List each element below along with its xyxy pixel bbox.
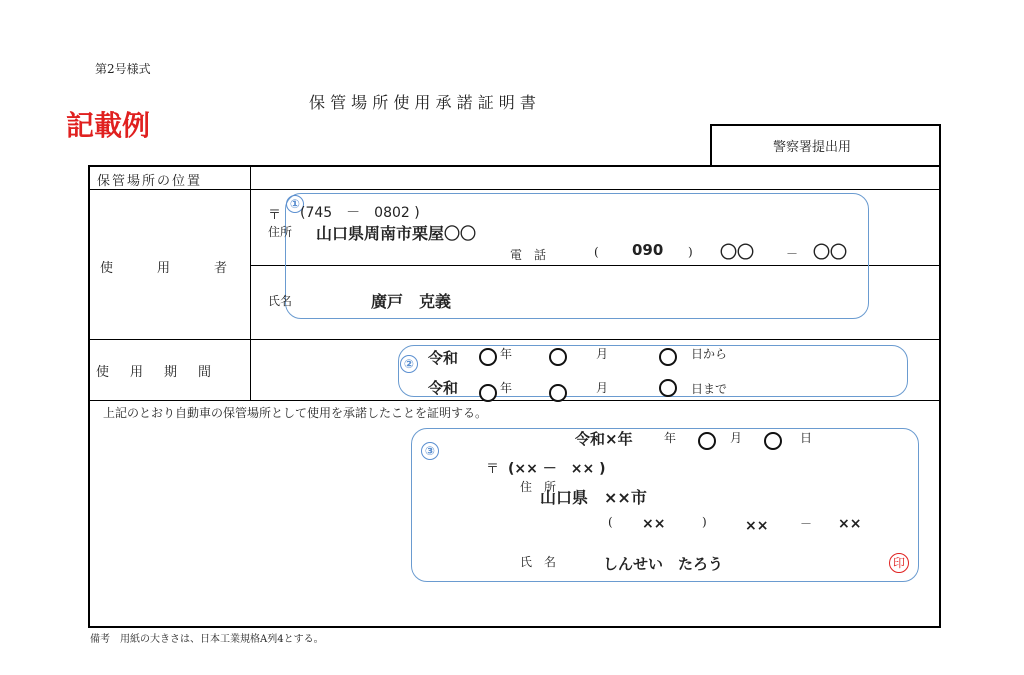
marker-1: ①	[286, 195, 304, 213]
day-blank-circle	[764, 432, 782, 450]
cert-phone-dash: －	[800, 517, 813, 531]
postal-mark: 〒	[268, 208, 282, 223]
marker-3: ③	[421, 442, 439, 460]
phone-area-code: 090	[632, 241, 664, 259]
month-blank-circle	[698, 432, 716, 450]
month-blank-circle	[549, 384, 567, 402]
cert-phone-area: ××	[642, 516, 666, 532]
cert-phone-close-paren: )	[702, 515, 707, 529]
footnote: 備考 用紙の大きさは、日本工業規格A列4とする。	[90, 634, 324, 645]
address-label: 住所	[268, 225, 293, 239]
month-blank-circle	[549, 348, 567, 366]
name-value: 廣戸 克義	[371, 292, 452, 311]
name-label: 氏名	[268, 294, 293, 308]
phone-middle: 〇〇	[720, 243, 754, 263]
day-until: 日まで	[691, 382, 728, 396]
year-2: 年	[500, 381, 513, 395]
example-stamp-label: 記載例	[66, 109, 151, 142]
month-2: 月	[596, 381, 609, 395]
period-era-1: 令和	[428, 349, 459, 367]
cert-address-label: 住 所	[520, 480, 557, 494]
day-blank-circle	[659, 348, 677, 366]
cert-address-value: 山口県 ××市	[540, 488, 647, 507]
phone-open-paren: (	[594, 245, 599, 259]
cert-year: 年	[664, 431, 677, 445]
cert-name-value: しんせい たろう	[603, 555, 724, 573]
cert-date-era: 令和×年	[575, 430, 633, 448]
postal-code: (745 － 0802 )	[300, 205, 420, 221]
document-title: 保 管 場 所 使 用 承 諾 証 明 書	[309, 93, 536, 112]
cert-month: 月	[730, 431, 743, 445]
location-label: 保管場所の位置	[97, 174, 203, 189]
phone-dash: －	[786, 247, 799, 261]
cert-phone-last: ××	[838, 516, 862, 532]
cert-phone-open-paren: (	[608, 515, 613, 529]
form-number: 第2号様式	[95, 62, 151, 76]
certification-statement: 上記のとおり自動車の保管場所として使用を承諾したことを証明する。	[103, 406, 488, 420]
period-era-2: 令和	[428, 379, 459, 397]
phone-label: 電 話	[510, 248, 547, 262]
day-from: 日から	[691, 347, 728, 361]
cert-day: 日	[800, 431, 813, 445]
phone-close-paren: )	[688, 245, 693, 259]
marker-2: ②	[400, 355, 418, 373]
cert-phone-middle: ××	[745, 518, 769, 534]
user-label: 使 用 者	[100, 261, 234, 276]
period-area	[398, 345, 908, 397]
year-blank-circle	[479, 384, 497, 402]
period-label: 使 用 期 間	[96, 365, 216, 380]
month-1: 月	[596, 347, 609, 361]
phone-last: 〇〇	[813, 243, 847, 263]
cert-postal-code: (×× － ×× )	[508, 461, 606, 477]
police-station-label: 警察署提出用	[773, 140, 852, 155]
cert-name-label: 氏 名	[520, 555, 557, 569]
address-value: 山口県周南市栗屋〇〇	[316, 224, 477, 243]
year-blank-circle	[479, 348, 497, 366]
seal-stamp: 印	[889, 553, 909, 573]
day-blank-circle	[659, 379, 677, 397]
year-1: 年	[500, 347, 513, 361]
cert-postal-mark: 〒	[486, 462, 500, 477]
